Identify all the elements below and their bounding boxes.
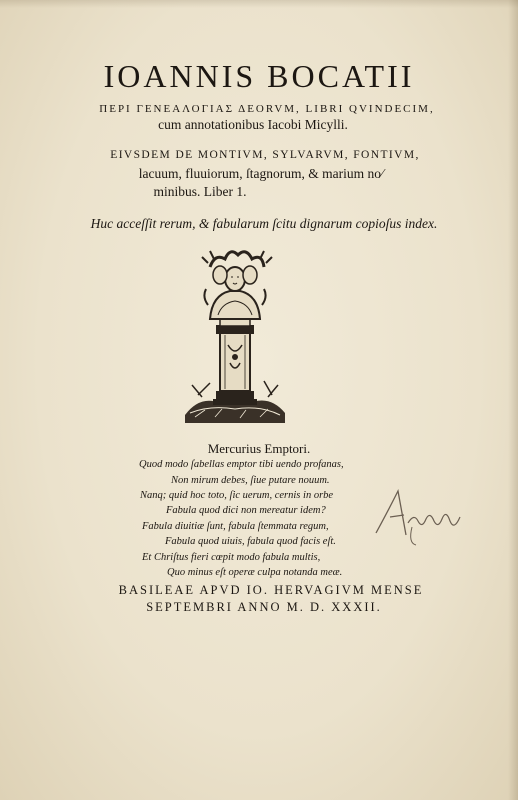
eiusdem-line-3: minibus. Liber 1.: [153, 184, 247, 199]
index-note: Huc acceſſit rerum, & fabularum ſcitu dignarum copioſus index.: [90, 216, 438, 231]
imprint-line-2: SEPTEMBRI ANNO M. D. XXXII.: [146, 600, 382, 614]
author-title: IOANNIS BOCATII: [103, 58, 415, 94]
verse-line: Fabula diuitiæ ſunt, fabula ſtemmata regum,: [142, 521, 329, 532]
verse-line: Et Chriſtus fieri cœpit modo fabula multis,: [142, 552, 321, 563]
verse-line: Quod modo ſabellas emptor tibi uendo profanas,: [139, 459, 344, 470]
verse-line: Quo minus eſt operæ culpa notanda meæ.: [167, 567, 343, 578]
verse-line: Fabula quod uiuis, fabula quod facis eſt.: [165, 536, 336, 547]
page-top-shadow: [0, 0, 518, 8]
imprint-line-1: BASILEAE APVD IO. HERVAGIVM MENSE: [118, 583, 424, 597]
eiusdem-line-2: lacuum, fluuiorum, ſtagnorum, & marium no⁄: [138, 166, 384, 181]
verse-line: Non mirum debes, ſiue putare nouum.: [171, 475, 330, 486]
verse-heading: Mercurius Emptori.: [207, 441, 311, 456]
verse-line: Nanq; quid hoc toto, ſic uerum, cernis in orbe: [140, 490, 334, 501]
handwritten-signature: [368, 483, 478, 553]
verse-line: Fabula quod dici non mereatur idem?: [166, 505, 326, 516]
subtitle-line-1: ΠΕΡΙ ΓΕΝΕΑΛΟΓΙΑΣ ΔEORVM, LIBRI QVINDECIM,: [99, 103, 435, 115]
eiusdem-line-1: EIVSDEM DE MONTIVM, SYLVARVM, FONTIVM,: [110, 149, 420, 161]
herm-bust-on-pedestal-woodcut: [180, 245, 290, 425]
subtitle-line-2: cum annotationibus Iacobi Micylli.: [158, 117, 348, 132]
